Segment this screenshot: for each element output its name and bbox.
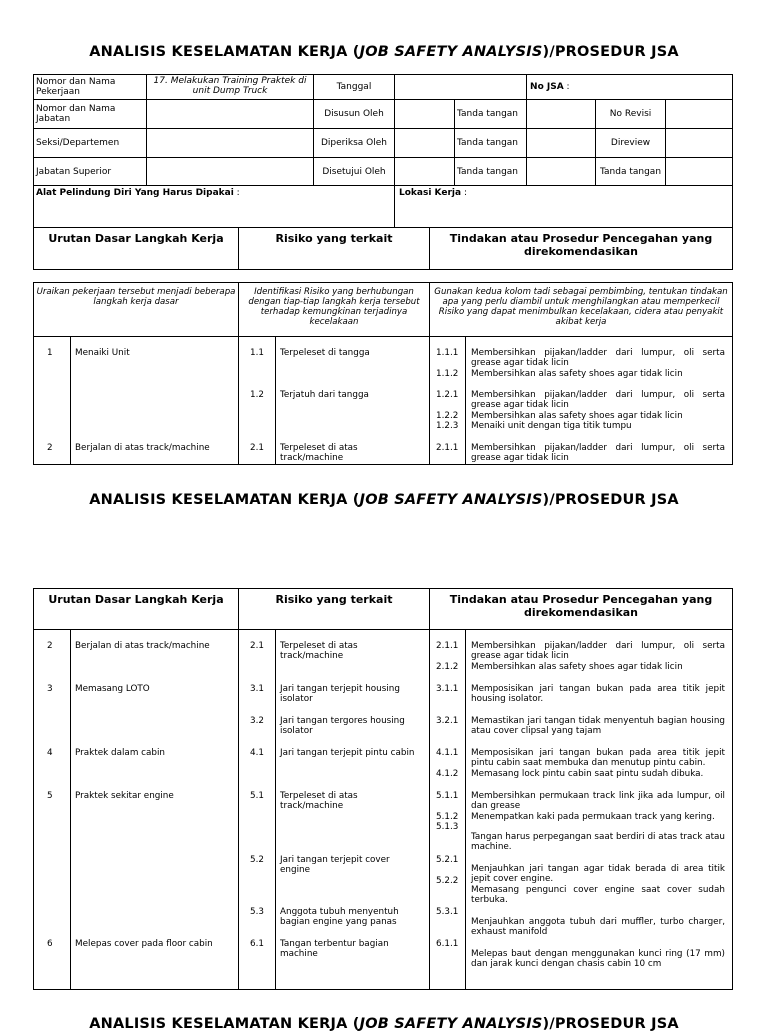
value-tanggal — [395, 75, 527, 100]
risk-number: 5.1 — [250, 791, 264, 801]
action-label: Membersihkan pijakan/ladder dari lumpur, oli serta grease agar tidak licin — [471, 348, 725, 368]
action-number: 2.1.1 — [436, 443, 459, 453]
header-risiko: Risiko yang terkait — [239, 589, 430, 630]
action-number: 6.1.1 — [436, 939, 459, 949]
action-number: 5.2.1 — [436, 855, 459, 865]
action-number: 1.2.2 — [436, 411, 459, 421]
risk-label: Terpeleset di atas track/machine — [280, 443, 358, 463]
risk-label: Jari tangan terjepit pintu cabin — [280, 748, 415, 758]
value-pekerjaan: 17. Melakukan Training Praktek di unit Dump Truck — [147, 75, 314, 100]
value-seksi — [147, 129, 314, 158]
action-label: Membersihkan pijakan/ladder dari lumpur, oli serta grease agar tidak licin — [471, 641, 725, 661]
label-nomor-pekerjaan: Nomor dan Nama Pekerjaan — [34, 75, 147, 100]
label-diperiksa: Diperiksa Oleh — [314, 129, 395, 158]
action-number: 1.1.1 — [436, 348, 459, 358]
page-title: ANALISIS KESELAMATAN KERJA (JOB SAFETY ANALYSIS)/PROSEDUR JSA — [89, 492, 679, 508]
action-label: Menaiki unit dengan tiga titik tumpu — [471, 421, 632, 431]
column-header-2 — [33, 588, 733, 630]
action-number: 2.1.1 — [436, 641, 459, 651]
description-row — [33, 282, 733, 337]
page-title: ANALISIS KESELAMATAN KERJA (JOB SAFETY ANALYSIS)/PROSEDUR JSA — [89, 1016, 679, 1032]
risk-number: 2.1 — [250, 641, 264, 651]
value-jabatan — [147, 100, 314, 129]
action-number: 3.1.1 — [436, 684, 459, 694]
action-number: 2.1.2 — [436, 662, 459, 672]
risk-number: 1.1 — [250, 348, 264, 358]
step-number: 2 — [47, 443, 53, 453]
step-number: 3 — [47, 684, 53, 694]
desc-tindakan: Gunakan kedua kolom tadi sebagai pembimbing, tentukan tindakan apa yang perlu diambil untuk menghilangkan atau memperkecil Risiko yang dapat menimbulkan kecelakaan, cidera atau penyakit akibat kerja — [430, 283, 733, 337]
column-header-1 — [33, 227, 733, 270]
risk-number: 2.1 — [250, 443, 264, 453]
label-disetujui: Disetujui Oleh — [314, 158, 395, 186]
action-number: 5.3.1 — [436, 907, 459, 917]
action-number: 1.1.2 — [436, 369, 459, 379]
risk-number: 3.1 — [250, 684, 264, 694]
risk-label: Anggota tubuh menyentuh bagian engine yang panas — [280, 907, 399, 927]
action-number: 4.1.2 — [436, 769, 459, 779]
action-number: 3.2.1 — [436, 716, 459, 726]
step-label: Memasang LOTO — [75, 684, 150, 694]
risk-label: Terpeleset di atas track/machine — [280, 641, 358, 661]
header-tindakan: Tindakan atau Prosedur Pencegahan yang direkomendasikan — [430, 589, 733, 630]
label-jabatan-superior: Jabatan Superior — [34, 158, 147, 186]
step-label: Praktek sekitar engine — [75, 791, 174, 801]
action-label: Menempatkan kaki pada permukaan track yang kering. — [471, 812, 715, 822]
step-label: Praktek dalam cabin — [75, 748, 166, 758]
risk-label: Terpeleset di tangga — [280, 348, 370, 358]
label-ttd-1: Tanda tangan — [455, 100, 527, 129]
risk-label: Terpeleset di atas track/machine — [280, 791, 358, 811]
action-label: Membersihkan alas safety shoes agar tidak licin — [471, 369, 683, 379]
action-number: 5.2.2 — [436, 876, 459, 886]
label-apd: Alat Pelindung Diri Yang Harus Dipakai : — [34, 186, 395, 228]
step-number: 1 — [47, 348, 53, 358]
action-number: 5.1.2 — [436, 812, 459, 822]
header-tindakan: Tindakan atau Prosedur Pencegahan yang direkomendasikan — [430, 228, 733, 270]
action-label: Menjauhkan anggota tubuh dari muffler, turbo charger, exhaust manifold — [471, 917, 725, 937]
value-disusun — [395, 100, 455, 129]
step-number: 5 — [47, 791, 53, 801]
label-nomor-jabatan: Nomor dan Nama Jabatan — [34, 100, 147, 129]
value-ttd-4 — [666, 158, 733, 186]
label-tanggal: Tanggal — [314, 75, 395, 100]
risk-label: Jari tangan terjepit housing isolator — [280, 684, 400, 704]
action-number: 4.1.1 — [436, 748, 459, 758]
action-label: Memasang pengunci cover engine saat cover sudah terbuka. — [471, 885, 725, 905]
jsa-info-table — [33, 74, 733, 228]
risk-number: 3.2 — [250, 716, 264, 726]
risk-number: 5.2 — [250, 855, 264, 865]
page-title: ANALISIS KESELAMATAN KERJA (JOB SAFETY ANALYSIS)/PROSEDUR JSA — [89, 44, 679, 60]
action-number: 1.2.1 — [436, 390, 459, 400]
label-lokasi: Lokasi Kerja : — [395, 186, 733, 228]
risk-label: Jari tangan terjepit cover engine — [280, 855, 390, 875]
step-label: Menaiki Unit — [75, 348, 130, 358]
header-langkah: Urutan Dasar Langkah Kerja — [34, 228, 239, 270]
action-label: Menjauhkan jari tangan agar tidak berada di area titik jepit cover engine. — [471, 864, 725, 884]
value-ttd-2 — [527, 129, 596, 158]
risk-label: Jari tangan tergores housing isolator — [280, 716, 405, 736]
action-label: Memposisikan jari tangan bukan pada area titik jepit pintu cabin saat membuka dan menutup pintu cabin. — [471, 748, 725, 768]
action-number: 5.1.1 — [436, 791, 459, 801]
step-number: 6 — [47, 939, 53, 949]
value-diperiksa — [395, 129, 455, 158]
action-label: Memposisikan jari tangan bukan pada area titik jepit housing isolator. — [471, 684, 725, 704]
action-number: 5.1.3 — [436, 822, 459, 832]
action-label: Membersihkan alas safety shoes agar tidak licin — [471, 411, 683, 421]
value-direview — [666, 129, 733, 158]
step-label: Berjalan di atas track/machine — [75, 641, 210, 651]
risk-label: Tangan terbentur bagian machine — [280, 939, 389, 959]
step-number: 4 — [47, 748, 53, 758]
risk-number: 6.1 — [250, 939, 264, 949]
value-superior — [147, 158, 314, 186]
action-label: Membersihkan permukaan track link jika ada lumpur, oil dan grease — [471, 791, 725, 811]
label-no-revisi: No Revisi — [596, 100, 666, 129]
label-ttd-4: Tanda tangan — [596, 158, 666, 186]
risk-number: 4.1 — [250, 748, 264, 758]
value-no-revisi — [666, 100, 733, 129]
action-label: Membersihkan pijakan/ladder dari lumpur, oli serta grease agar tidak licin — [471, 390, 725, 410]
label-ttd-3: Tanda tangan — [455, 158, 527, 186]
label-direview: Direview — [596, 129, 666, 158]
header-langkah: Urutan Dasar Langkah Kerja — [34, 589, 239, 630]
label-no-jsa: No JSA : — [527, 75, 733, 100]
action-label: Tangan harus perpegangan saat berdiri di atas track atau machine. — [471, 832, 725, 852]
action-label: Memasang lock pintu cabin saat pintu sudah dibuka. — [471, 769, 704, 779]
desc-langkah: Uraikan pekerjaan tersebut menjadi beberapa langkah kerja dasar — [34, 283, 239, 337]
label-ttd-2: Tanda tangan — [455, 129, 527, 158]
label-seksi: Seksi/Departemen — [34, 129, 147, 158]
value-ttd-3 — [527, 158, 596, 186]
step-label: Melepas cover pada floor cabin — [75, 939, 213, 949]
action-label: Melepas baut dengan menggunakan kunci ring (17 mm) dan jarak kunci dengan chasis cabin 10 cm — [471, 949, 725, 969]
value-disetujui — [395, 158, 455, 186]
action-label: Membersihkan alas safety shoes agar tidak licin — [471, 662, 683, 672]
value-ttd-1 — [527, 100, 596, 129]
risk-label: Terjatuh dari tangga — [280, 390, 369, 400]
label-disusun: Disusun Oleh — [314, 100, 395, 129]
action-label: Memastikan jari tangan tidak menyentuh bagian housing atau cover clipsal yang tajam — [471, 716, 725, 736]
step-number: 2 — [47, 641, 53, 651]
action-number: 1.2.3 — [436, 421, 459, 431]
risk-number: 5.3 — [250, 907, 264, 917]
action-label: Membersihkan pijakan/ladder dari lumpur, oli serta grease agar tidak licin — [471, 443, 725, 463]
risk-number: 1.2 — [250, 390, 264, 400]
header-risiko: Risiko yang terkait — [239, 228, 430, 270]
desc-risiko: Identifikasi Risiko yang berhubungan dengan tiap-tiap langkah kerja tersebut terhadap kemungkinan terjadinya kecelakaan — [239, 283, 430, 337]
step-label: Berjalan di atas track/machine — [75, 443, 210, 453]
